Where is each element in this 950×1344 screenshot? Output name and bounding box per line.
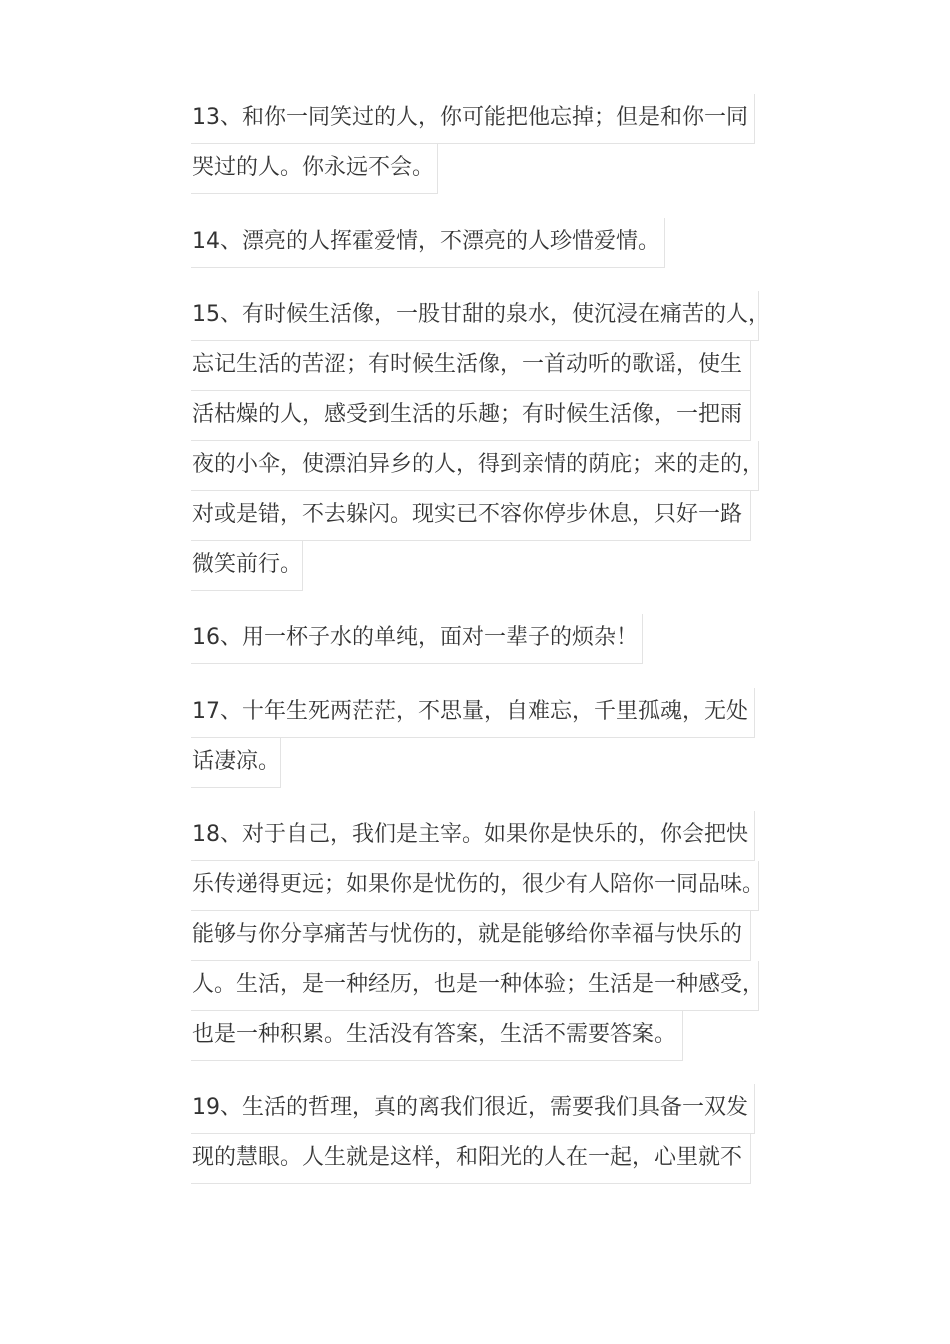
text-line: 17、十年生死两茫茫，不思量，自难忘，千里孤魂，无处	[191, 688, 755, 738]
text-line: 现的慧眼。人生就是这样，和阳光的人在一起，心里就不	[191, 1134, 751, 1184]
text-line: 乐传递得更远；如果你是忧伤的，很少有人陪你一同品味。	[191, 861, 759, 911]
text-line: 13、和你一同笑过的人，你可能把他忘掉；但是和你一同	[191, 94, 755, 144]
text-line: 夜的小伞，使漂泊异乡的人，得到亲情的荫庇；来的走的，	[191, 441, 759, 491]
text-line: 18、对于自己，我们是主宰。如果你是快乐的，你会把快	[191, 811, 755, 861]
text-line: 话凄凉。	[191, 738, 281, 788]
paragraph-13	[191, 94, 755, 194]
text-line: 也是一种积累。生活没有答案，生活不需要答案。	[191, 1011, 683, 1061]
text-line: 微笑前行。	[191, 541, 303, 591]
text-line: 能够与你分享痛苦与忧伤的，就是能够给你幸福与快乐的	[191, 911, 751, 961]
text-line: 人。生活，是一种经历，也是一种体验；生活是一种感受，	[191, 961, 759, 1011]
text-line: 19、生活的哲理，真的离我们很近，需要我们具备一双发	[191, 1084, 755, 1134]
paragraph-17	[191, 688, 755, 788]
paragraph-18	[191, 811, 765, 1061]
paragraph-15	[191, 291, 770, 591]
paragraph-14	[191, 218, 665, 268]
text-line: 对或是错，不去躲闪。现实已不容你停步休息，只好一路	[191, 491, 751, 541]
text-line: 15、有时候生活像，一股甘甜的泉水，使沉浸在痛苦的人，	[191, 291, 759, 341]
text-line: 16、用一杯子水的单纯，面对一辈子的烦杂！	[191, 614, 643, 664]
paragraph-19	[191, 1084, 755, 1184]
text-line: 哭过的人。你永远不会。	[191, 144, 438, 194]
text-line: 活枯燥的人，感受到生活的乐趣；有时候生活像，一把雨	[191, 391, 751, 441]
text-line: 忘记生活的苦涩；有时候生活像，一首动听的歌谣，使生	[191, 341, 751, 391]
text-line: 14、漂亮的人挥霍爱情，不漂亮的人珍惜爱情。	[191, 218, 665, 268]
paragraph-16	[191, 614, 643, 664]
